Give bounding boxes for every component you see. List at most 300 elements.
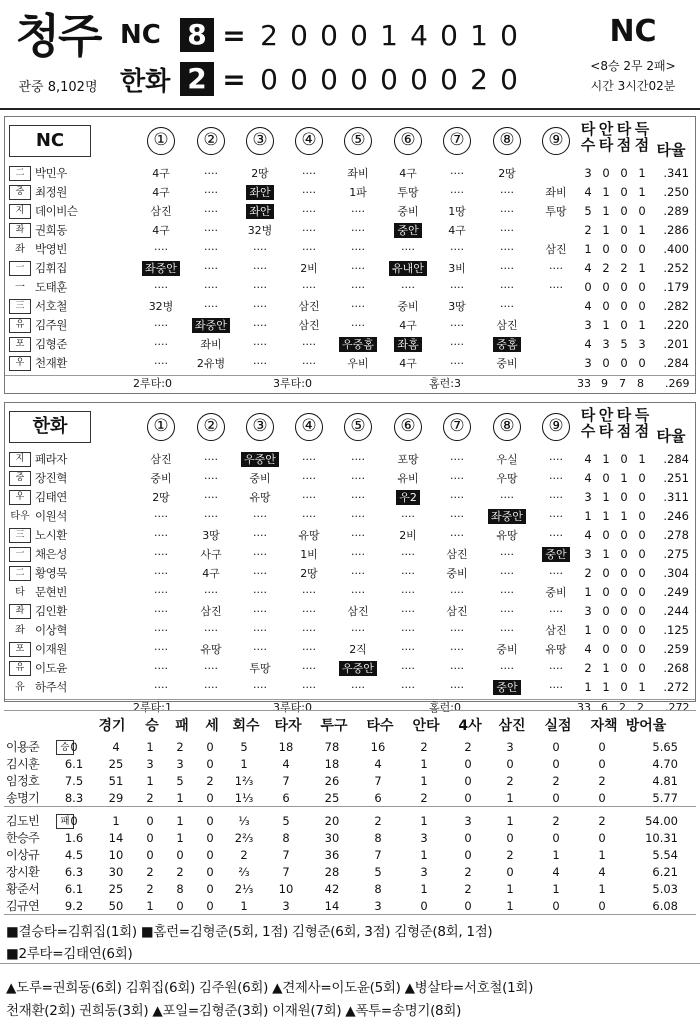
pitching-stat: 4: [552, 865, 560, 879]
at-bat-result: [187, 640, 235, 659]
at-bat-result: [236, 240, 284, 259]
batter-stat: 4: [584, 299, 592, 313]
batter-stat: 0: [602, 642, 610, 656]
at-bat-result: [483, 583, 531, 602]
pitching-stat: 1⅔: [234, 774, 254, 788]
stat-header-bottom: 점: [634, 422, 650, 440]
at-bat-result: [483, 659, 531, 678]
batter-stat: 0: [602, 166, 610, 180]
at-bat-result: [187, 583, 235, 602]
pitching-stat: 1: [112, 814, 120, 828]
pitching-stat: 2: [176, 740, 184, 754]
at-bat-result: [285, 221, 333, 240]
inning-header-1: ①: [147, 127, 175, 155]
pitching-stat: 0: [206, 848, 214, 862]
batter-stat: 0: [584, 280, 592, 294]
at-bat-result: [187, 469, 235, 488]
at-bat-text: ····: [302, 472, 316, 485]
batter-stat: 0: [620, 318, 628, 332]
at-bat-text: 사구: [200, 548, 222, 561]
at-bat-result: [236, 583, 284, 602]
position-label: 우: [9, 490, 31, 505]
pitcher-row: [4, 756, 696, 773]
stat-header-top: 득: [634, 120, 650, 138]
at-bat-result: [483, 545, 531, 564]
at-bat-result: [483, 526, 531, 545]
batter-stat: 0: [602, 242, 610, 256]
at-bat-result: [483, 335, 531, 354]
pitching-stat: 0: [464, 774, 472, 788]
position-label: 타우: [10, 511, 30, 522]
pitching-stat: 2: [598, 774, 606, 788]
at-bat-text: ····: [204, 224, 218, 237]
at-bat-text: ····: [302, 453, 316, 466]
stat-header: [633, 121, 651, 153]
at-bat-text: ····: [351, 319, 365, 332]
at-bat-text: ····: [302, 662, 316, 675]
batter-row: [5, 564, 695, 583]
at-bat-text: 좌중안: [192, 318, 230, 333]
at-bat-result: [334, 259, 382, 278]
at-bat-result: [285, 297, 333, 316]
at-bat-text: ····: [154, 662, 168, 675]
batter-row: [5, 469, 695, 488]
pitching-stat: 3: [506, 740, 514, 754]
batter-name: 채은성: [35, 547, 67, 561]
batter-stat: 0: [620, 166, 628, 180]
inning-header-8: ⑧: [493, 413, 521, 441]
at-bat-text: 중안: [493, 680, 520, 695]
pitching-stat: 1: [146, 740, 154, 754]
at-bat-text: ····: [302, 357, 316, 370]
at-bat-text: 4구: [202, 567, 220, 580]
batter-stat: 1: [584, 680, 592, 694]
pitching-stat: 2: [146, 882, 154, 896]
at-bat-result: [384, 316, 432, 335]
batter-avg: .286: [663, 223, 689, 237]
at-bat-result: [433, 183, 481, 202]
at-bat-result: [137, 488, 185, 507]
at-bat-text: ····: [500, 186, 514, 199]
batter-stat: 0: [620, 356, 628, 370]
at-bat-text: ····: [154, 643, 168, 656]
at-bat-text: 중비: [397, 300, 419, 313]
batter-row: [5, 354, 695, 373]
equals-sign: =: [222, 18, 246, 52]
at-bat-text: 중비: [545, 586, 567, 599]
batter-name: 김형준: [35, 337, 67, 351]
at-bat-text: ····: [351, 453, 365, 466]
pitching-stat: 18: [278, 740, 294, 754]
at-bat-result: [137, 564, 185, 583]
pitching-header: 경기: [98, 718, 126, 734]
at-bat-result: [334, 488, 382, 507]
batter-stat: 0: [638, 642, 646, 656]
at-bat-text: ····: [500, 243, 514, 256]
at-bat-result: [384, 183, 432, 202]
position-label: 좌: [9, 223, 31, 238]
at-bat-result: [137, 221, 185, 240]
at-bat-result: [483, 621, 531, 640]
at-bat-result: [532, 526, 580, 545]
at-bat-text: 유땅: [249, 491, 271, 504]
pitching-stat: 4.81: [652, 774, 678, 788]
linescore-inning-8: 1: [470, 18, 488, 52]
pitcher-name: 이상규: [6, 848, 40, 862]
at-bat-result: [285, 202, 333, 221]
at-bat-text: ····: [450, 357, 464, 370]
position-label: 二: [9, 566, 31, 581]
at-bat-text: ····: [154, 338, 168, 351]
at-bat-result: [433, 659, 481, 678]
batter-stat: 1: [638, 166, 646, 180]
pitcher-row: [4, 813, 696, 830]
batter-name: 권희동: [35, 223, 67, 237]
pitching-stat: 6.1: [64, 757, 84, 771]
pitching-stat: 30: [324, 831, 340, 845]
decision-badge: 패: [56, 814, 74, 829]
at-bat-text: 삼진: [150, 205, 172, 218]
at-bat-result: [137, 183, 185, 202]
batter-stat: 0: [638, 204, 646, 218]
at-bat-text: ····: [204, 624, 218, 637]
position-label: 二: [9, 166, 31, 181]
linescore-inning-3: 0: [320, 62, 338, 96]
at-bat-text: ····: [204, 281, 218, 294]
at-bat-text: 우비: [347, 357, 369, 370]
batter-name: 김주원: [35, 318, 67, 332]
at-bat-text: 중안: [394, 223, 421, 238]
batter-stat: 3: [584, 356, 592, 370]
at-bat-result: [285, 450, 333, 469]
batter-stat: 4: [584, 452, 592, 466]
batter-stat: 0: [620, 642, 628, 656]
pitcher-row: [4, 881, 696, 898]
pitching-stat: 0: [552, 899, 560, 913]
pitching-stat: 1: [420, 757, 428, 771]
batter-avg: .341: [663, 166, 689, 180]
pitching-stat: 1: [598, 848, 606, 862]
at-bat-text: ····: [401, 548, 415, 561]
pitching-header: 타수: [366, 718, 394, 734]
pitching-stat: 1: [506, 791, 514, 805]
at-bat-text: 유땅: [298, 529, 320, 542]
pitching-stat: 54.00: [645, 814, 678, 828]
at-bat-result: [236, 183, 284, 202]
equals-sign: =: [222, 62, 246, 96]
pitching-stat: 7: [282, 774, 290, 788]
at-bat-text: ····: [302, 491, 316, 504]
at-bat-result: [384, 469, 432, 488]
pitching-stat: 20: [324, 814, 340, 828]
at-bat-result: [187, 659, 235, 678]
doubles-total: 2루타:1: [133, 701, 172, 714]
pitching-stat: 8: [374, 831, 382, 845]
at-bat-result: [334, 278, 382, 297]
at-bat-text: 우중홈: [339, 337, 377, 352]
at-bat-text: 중비: [496, 357, 518, 370]
pitching-stat: 0: [464, 899, 472, 913]
pitching-stat: 7: [374, 848, 382, 862]
at-bat-text: ····: [351, 586, 365, 599]
at-bat-result: [285, 583, 333, 602]
at-bat-result: [334, 526, 382, 545]
at-bat-text: 중홈: [493, 337, 520, 352]
at-bat-result: [433, 583, 481, 602]
at-bat-text: ····: [351, 281, 365, 294]
at-bat-text: ····: [253, 243, 267, 256]
batter-stat: 4: [584, 642, 592, 656]
at-bat-text: ····: [351, 300, 365, 313]
at-bat-result: [384, 583, 432, 602]
at-bat-result: [137, 545, 185, 564]
at-bat-result: [137, 659, 185, 678]
inning-header-8: ⑧: [493, 127, 521, 155]
pitching-stat: 4.70: [652, 757, 678, 771]
winning-team: NC: [609, 14, 657, 49]
at-bat-result: [384, 545, 432, 564]
pitching-header: 타자: [274, 718, 302, 734]
at-bat-text: ····: [351, 624, 365, 637]
at-bat-text: ····: [401, 586, 415, 599]
pitching-stat: 4: [112, 740, 120, 754]
linescore-inning-4: 0: [350, 18, 368, 52]
at-bat-result: [187, 507, 235, 526]
at-bat-text: ····: [401, 605, 415, 618]
at-bat-result: [384, 278, 432, 297]
stat-header-bottom: 수: [580, 422, 596, 440]
batter-stat: 3: [584, 166, 592, 180]
team-stat-total: 8: [637, 377, 644, 390]
at-bat-result: [137, 278, 185, 297]
batter-stat: 0: [620, 452, 628, 466]
pitching-stat: 2: [146, 791, 154, 805]
position-label: 중: [9, 185, 31, 200]
batter-avg: .251: [663, 471, 689, 485]
at-bat-result: [236, 164, 284, 183]
at-bat-result: [384, 164, 432, 183]
at-bat-result: [384, 678, 432, 697]
at-bat-result: [187, 240, 235, 259]
batter-stat: 0: [638, 585, 646, 599]
at-bat-text: 우실: [496, 453, 518, 466]
stat-header-bottom: 타: [598, 136, 614, 154]
team-stat-total: 9: [601, 377, 608, 390]
batter-name: 하주석: [35, 680, 67, 694]
notes-block-b: [0, 966, 700, 1024]
at-bat-result: [532, 469, 580, 488]
stat-header-bottom: 점: [616, 422, 632, 440]
at-bat-result: [532, 564, 580, 583]
linescore-team: NC: [120, 20, 161, 50]
at-bat-result: [433, 602, 481, 621]
pitching-header: 패: [175, 718, 189, 734]
at-bat-result: [532, 545, 580, 564]
at-bat-text: 4구: [448, 224, 466, 237]
at-bat-result: [483, 488, 531, 507]
batter-stat: 1: [602, 509, 610, 523]
batter-name: 이상혁: [35, 623, 67, 637]
pitcher-row: [4, 847, 696, 864]
pitching-stat: 1.6: [64, 831, 84, 845]
batter-stat: 1: [602, 185, 610, 199]
scoreboard-header: [0, 0, 700, 110]
at-bat-text: ····: [253, 681, 267, 694]
pitching-stat: 0: [598, 831, 606, 845]
pitching-stat: 2: [240, 848, 248, 862]
batter-avg: .250: [663, 185, 689, 199]
at-bat-result: [187, 297, 235, 316]
at-bat-text: 우중안: [241, 452, 279, 467]
at-bat-text: ····: [500, 548, 514, 561]
pitching-stat: 0: [598, 757, 606, 771]
inning-header-9: ⑨: [542, 127, 570, 155]
pitcher-row: [4, 898, 696, 915]
pitching-stat: 1: [240, 899, 248, 913]
homeruns-total: 홈런:0: [429, 701, 461, 714]
at-bat-result: [483, 221, 531, 240]
at-bat-text: ····: [253, 548, 267, 561]
at-bat-text: ····: [204, 510, 218, 523]
batter-stat: 4: [584, 528, 592, 542]
at-bat-result: [334, 564, 382, 583]
pitching-stat: 5.77: [652, 791, 678, 805]
at-bat-result: [334, 469, 382, 488]
at-bat-text: 삼진: [446, 548, 468, 561]
team-avg: .272: [665, 701, 690, 714]
at-bat-result: [334, 297, 382, 316]
at-bat-result: [187, 278, 235, 297]
pitching-stat: 3: [420, 831, 428, 845]
pitching-stat: 0: [598, 791, 606, 805]
note-line: ■2루타=김태연(6회): [6, 946, 133, 962]
at-bat-text: 2땅: [300, 567, 318, 580]
at-bat-text: ····: [450, 491, 464, 504]
at-bat-text: ····: [351, 548, 365, 561]
at-bat-text: ····: [204, 205, 218, 218]
batter-stat: 0: [602, 585, 610, 599]
batter-stat: 1: [584, 242, 592, 256]
at-bat-text: 중비: [496, 643, 518, 656]
batter-stat: 0: [602, 604, 610, 618]
at-bat-result: [334, 640, 382, 659]
at-bat-result: [384, 240, 432, 259]
pitching-stat: 1: [420, 774, 428, 788]
at-bat-result: [187, 488, 235, 507]
at-bat-result: [187, 526, 235, 545]
at-bat-result: [433, 469, 481, 488]
at-bat-result: [285, 507, 333, 526]
pitching-stat: 2: [146, 865, 154, 879]
batter-row: [5, 297, 695, 316]
pitching-stat: 4: [598, 865, 606, 879]
at-bat-result: [334, 335, 382, 354]
at-bat-result: [137, 469, 185, 488]
at-bat-text: ····: [253, 357, 267, 370]
batter-name: 이원석: [35, 509, 67, 523]
at-bat-text: ····: [204, 662, 218, 675]
venue-title: 청주: [15, 9, 101, 63]
at-bat-text: 삼진: [200, 605, 222, 618]
pitching-stat: 3: [420, 865, 428, 879]
pitching-stat: 25: [108, 757, 124, 771]
position-label: 유: [15, 682, 25, 693]
batter-stat: 0: [638, 299, 646, 313]
batter-stat: 3: [584, 318, 592, 332]
batter-name: 도태훈: [35, 280, 67, 294]
batter-row: [5, 259, 695, 278]
pitching-stat: 5.65: [652, 740, 678, 754]
batter-avg: .179: [663, 280, 689, 294]
at-bat-text: 유내안: [389, 261, 427, 276]
pitching-stat: 0: [206, 757, 214, 771]
at-bat-result: [187, 354, 235, 373]
inning-header-5: ⑤: [344, 127, 372, 155]
pitching-stat: 0: [146, 848, 154, 862]
batter-stat: 3: [638, 337, 646, 351]
pitching-header: 자책: [590, 718, 618, 734]
linescore-innings: [254, 63, 524, 96]
team-stat-total: 6: [601, 701, 608, 714]
at-bat-text: 2땅: [498, 167, 516, 180]
at-bat-result: [187, 678, 235, 697]
at-bat-result: [285, 659, 333, 678]
batter-avg: .125: [663, 623, 689, 637]
at-bat-result: [532, 621, 580, 640]
at-bat-text: ····: [450, 281, 464, 294]
at-bat-text: 좌안: [246, 185, 273, 200]
linescore-inning-8: 2: [470, 62, 488, 96]
at-bat-text: 우땅: [496, 472, 518, 485]
pitching-stat: 0: [146, 814, 154, 828]
at-bat-text: ····: [450, 167, 464, 180]
pitching-stat: 0: [206, 740, 214, 754]
pitching-header: 회수: [232, 718, 260, 734]
batter-stat: 0: [620, 566, 628, 580]
pitching-stat: 0: [464, 757, 472, 771]
at-bat-text: 32병: [247, 224, 273, 237]
at-bat-result: [483, 316, 531, 335]
inning-header-7: ⑦: [443, 127, 471, 155]
pitching-stat: 78: [324, 740, 340, 754]
batter-stat: 5: [620, 337, 628, 351]
pitching-stat: 2: [552, 814, 560, 828]
at-bat-result: [483, 297, 531, 316]
at-bat-text: ····: [302, 186, 316, 199]
at-bat-result: [483, 354, 531, 373]
at-bat-result: [236, 507, 284, 526]
at-bat-text: ····: [302, 338, 316, 351]
pitching-stat: 30: [108, 865, 124, 879]
at-bat-result: [384, 259, 432, 278]
at-bat-text: ····: [154, 605, 168, 618]
pitching-stat: 2: [506, 848, 514, 862]
pitching-stat: 0: [206, 899, 214, 913]
at-bat-result: [433, 278, 481, 297]
pitching-stat: 3: [464, 814, 472, 828]
at-bat-result: [187, 164, 235, 183]
at-bat-text: ····: [154, 548, 168, 561]
pitching-stat: 2: [506, 774, 514, 788]
at-bat-text: 중비: [397, 205, 419, 218]
at-bat-text: ····: [351, 205, 365, 218]
at-bat-text: ····: [450, 319, 464, 332]
at-bat-result: [187, 545, 235, 564]
pitching-stat: 7: [374, 774, 382, 788]
batter-name: 서호철: [35, 299, 67, 313]
pitching-stat: 50: [108, 899, 124, 913]
at-bat-text: ····: [549, 662, 563, 675]
